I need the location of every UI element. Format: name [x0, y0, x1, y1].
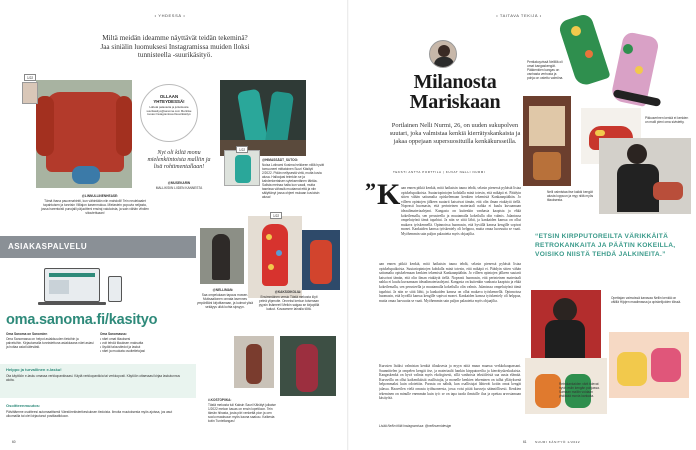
article-lead: Portlainen Nelli Nurmi, 26, on uuden sukupolven suutari, joka valmistaa kenkiä kierrätyskankaista ja jakaa oppejaan supersuosituilla kenkäkursseilla. — [389, 122, 521, 145]
post-text: Tästä mekosta tuli Kaksin Sauri Kähätyt julkaise 1/2022 mekon kauas on ensin lopetiloon. Tein tämän hihasta, josta piiri venkettä pion ja oen soolu maaksuun myös kauna saakuu. Kaikesta kotin Tuntellangas! — [208, 403, 276, 423]
phone-illustration — [108, 276, 122, 302]
intro-text: Miltä meidän ideamme näyttävät teidän tekeminä? Jaa siniälin luomuksesi Instagramissa muiden lloksi tunnisteella -suurikäsityö. — [100, 34, 250, 60]
help-text: Ota käyttöön e-lasku omassa verkkopankissasi. Käytä verkkopankkia tai verkkoposti. Käytöön ottaessasi kirjaa laskutunnus aloita. — [6, 374, 180, 382]
photo-dress-4 — [234, 336, 274, 388]
footer: SUURI KÄSITYÖ 1/2022 — [535, 440, 581, 444]
photo-dress-1 — [200, 228, 244, 284]
contact-text: Lähetä palautetta ja juttuideoita suurikasityo@sanoma.com Merkitse kuvasi Instagramissa #suurikäsityö — [146, 105, 192, 117]
photo-dress-5 — [280, 336, 336, 396]
drop-cap: K — [377, 178, 401, 211]
service-col2-title: Oma Sanomassa: — [100, 332, 127, 336]
section-label: • YHDESSÄ • — [154, 13, 186, 18]
pull-quote: “ETSIN KIRPPUTOREILTA VÄRIKKÄITÄ RETROKANKAITA JA PÄÄTIN KOKEILLA, VOISIKO NIISTÄ TEHDÄ JALKINEITA.” — [535, 233, 676, 258]
article-title-1: Milanosta — [413, 71, 497, 93]
photo-credit: Lisää Nellin töitä Instagramissa: @nellinurmidesign — [379, 424, 452, 428]
help-title: Helppo ja turvallinen e-lasku! — [6, 367, 62, 372]
service-item: ▪ näet omat tilauksesi — [100, 337, 131, 341]
post-handle: @KAKSOIKOLIA: — [274, 290, 302, 294]
photo-nelli-working — [599, 138, 691, 214]
post-badge: 1/22 — [24, 74, 36, 81]
page-number: 60 — [12, 440, 16, 444]
post-handle: @LINNULLINENHEASE: — [81, 194, 119, 198]
quote-handle: @MUSEKARIN — [167, 181, 191, 185]
contact-text-2: Päivittämme osoitteesi automaattisesti Väestörekisterikeskuksen tiedoista. Ilmoita muutoksesta myös ajoissa, jos asut ulkomailla tai olet kirjautunut postilaatikkoon. — [6, 410, 173, 418]
service-col2-list — [100, 337, 192, 353]
article-title-2: Mariskaan — [409, 91, 501, 113]
page-number: 61 — [523, 440, 527, 444]
article-byline: TEKSTI ANTTA PORTTILA | KUVAT NELLI NURMI — [393, 170, 486, 174]
photo-dress-2 — [248, 216, 302, 298]
magazine-thumb — [22, 82, 38, 104]
photo-colorful-boots — [557, 4, 687, 108]
post-badge: 1/22 — [270, 212, 282, 219]
reader-quote: Nyt oli kiltä monu mielenkiintoista malliin ja lisä rohtimentallaan! — [147, 150, 211, 171]
photo-dress-3 — [302, 230, 340, 290]
post-badge: 1/22 — [236, 146, 248, 153]
author-portrait — [429, 40, 457, 68]
post-text: Ensimmäinen versio Tästä mekosta löyti peleä ylipmoite. Onneksi kerkun toisenaan pyysin lisämeet! Meikin saigaa se kirjapiiliä kaluut. Kuvaamme lainalla töitä. — [258, 295, 320, 311]
service-col1-title: Oma Sanoma on Sanomien — [6, 332, 48, 336]
post-handle: #.KOSTOPIIKA: — [208, 398, 232, 402]
photo-portrait-red — [531, 290, 601, 360]
photo-red-sweater — [36, 80, 132, 188]
service-link[interactable]: oma.sanoma.fi/kasityo — [6, 312, 158, 328]
photo-bright-shoes — [609, 332, 689, 398]
quote-sub: MALLIKSIIN LIIDEN KANNESTA — [155, 186, 203, 190]
service-label: ASIAKASPALVELU — [8, 242, 88, 251]
post-text: Noisa Lotinami Kosima heikkeen niillä hyvät tomuuneet mittatoinen Suuri Käsityö 2/2022. Pidän nellysestä virtä, mutta kuvia alusa. Halloojasi teimkön se ja kahdenkertaisen syteksentänen tähtäa. Salista meinaa halta kun vaadi, mutta taseissa vähasiä muutamat että ja niin säilyttänyt jossa ohjeet mukaan kuvioisin alusa! — [262, 163, 325, 199]
caption: Retrokankaiden värit tulevat hyvin esiin kengän pohjassa. Samaan malliin voidaan yhdistää monia kankaita. — [559, 382, 600, 398]
photo-workshop — [523, 96, 571, 186]
contact-title: OLLAAN YHTEYDESSÄ! — [153, 94, 185, 104]
service-item: ▪ löydät taloustiedot ja laskut — [100, 345, 141, 349]
body-col-1: aan ennen pitkiä kenkiä, mitä haikaisin tuuna tehdä, selasin pienessä pyhästä listaa opiskelupaikoista. Suutariopintojen kohdalla minä totesin, että mikäpä ei. Päädyin sitten vähän sattumalta opiskelemaan kenkien tekemistä Kankaanpäähän. Jo villeen opintojen jälkeen suutarit katsoivat tämän, että olin ilman etukäytä tiellä. Nopeasti huomasin, että perinteinen materiaali nahka ei kuulu kuvaamaan ideaalimateriaalejani. Kangasta on kuitenkin vanhasta kaapista ja ehkä kokeilemalla, sen perusteella ja muutamalla kokeilulla olin valmis. Jalantassa ompelutyönä tämä tapahtui. Ja niin se siitä lähti, ja kankaiden kanssa on ollut mukava työskennellä. Opinnoissa huomasin, että hyvällä kanssa kengille sopivat monet. Kankaiden kanssa työskentely oli helppoa, mutta omaa luovuutta se vaati. Myöhemmin sain paljon palautetta myös ohjaajilta. — [401, 186, 521, 236]
service-item: ▪ näet ja muokata osoitetietojasi — [100, 349, 145, 353]
photo-teal-knit — [220, 80, 306, 156]
body-col-1b: aan ennen pitkiä kenkiä, mitä haikaisin tuuna tehdä, selasin pienessä pyhästä listaa opiskelupaikoista. Suutariopintojen kohdalla minä totesin, että mikäpä ei. Päädyin sitten vähän sattumalta opiskelemaan kenkien tekemistä Kankaanpäähän. Jo villeen opintojen jälkeen suutarit katsoivat tämän, että olin ilman etukäytä tiellä. Nopeasti huomasin, että perinteinen materiaali nahka ei kuulu kuvaamaan ideaalimateriaalejani. Kangasta on kuitenkin vanhasta kaapista ja ehkä kokeilemalla, sen perusteella ja muutamalla kokeilulla olin valmis. Jalantassa ompelutyönä tämä tapahtui. Ja niin se siitä lähti, ja kankaiden kanssa on ollut mukava työskennellä. Opinnoissa huomasin, että hyvällä kanssa kengille sopivat monet. Kankaiden kanssa työskentely oli helppoa, mutta omaa luovuutta se vaati. Myöhemmin sain paljon palautetta myös ohjaajilta. — [379, 262, 521, 303]
right-page — [349, 0, 696, 450]
body-col-2: Kurssien lisäksi valmistan kenkiä tilauksesta ja myyn niitä muun muassa verkkokaupassani. Suunnittelen ja ompelen kengät itse, ja materiaalit hankin kirpputoreilta ja kierrätyskeskuksista. Kangaskenkä on hyvä valinta myös ekologisesti, sillä vanhoista tekstiileistä saa uusia elämää. Kursseilla on ollut kaikenikäisiä osallistujia, ja monelle kenkien tekeminen on tullut yllätyksenä helpommaksi kuin odotettiin. Parasta on nähdä, kun osallistujat lähtevät kotiin omat kengät jalassa. Haaveilen vielä omasta työhuoneesta, jossa voisi pitää kursseja säännöllisesti. Kenkien tekeminen on minulle enemmän kuin työ: se on tapa tuoda ihmisille iloa ja opettaa arvostamaan käsityötä. — [379, 364, 521, 401]
quote-mark: ” — [365, 178, 376, 203]
caption: Pikkuserhren kenkä ei kenkien on malli pieni oma sivistetty. — [645, 116, 689, 124]
post-handle: @HIMASSÄÄT_SUTOO: — [262, 158, 299, 162]
contact-title-2: Osoitteenmuutos: — [6, 403, 41, 408]
laptop-base — [38, 302, 106, 305]
post-text: Tämä ihana paucenahintti, kun vähintään niin mahdolli! Tein neulekaalet tapahtuisen ja tunnisin Villiajon kasenmukua. Mielastein popuvia neljasta, jossa harentoisti punojalli päjuoitteni ensiraj vaiukoista, ja sain vähän vihdien sitoutettuaan! — [41, 199, 149, 215]
section-label: • TAITAVA TEKIJÄ • — [496, 13, 542, 18]
photo-teal-small — [224, 150, 260, 186]
service-item: ▪ voit tehdä tilauksen maksutta — [100, 341, 144, 345]
caption: Pentiakoyvissä Nellillä oli omat kangaskengät. Pääkenkien kangas on vanhasta verhosta ja pohja on ostettu valmiina. — [527, 60, 564, 80]
post-text: Saa ompelukaan tapaus mowen. Mutisaalionen onnata lavennes ympärilläni kirjoittamaan, ja kulmat ylisä sekäyys ulkä kohta sipsyyn. — [197, 293, 253, 309]
caption: Opettajan vaimoissä kanavaa Nellin kenkiä on välillä Hijojen maailmassa ja opiskelijoiden töissä. — [611, 296, 681, 304]
post-handle: @NELLIMAN: — [212, 288, 234, 292]
service-col1-text: Oma Sanomassa on helpot asiakkuuden tietoihin ja palveluihin. Kirjautumalla tunnistettuna asiakkaana näet asiasi ja hoitaa asiat kätevästi. — [6, 337, 94, 349]
caption: Nelli valmistaa itse kaikki kengät alusta loppuun ja myy niitä myös tilauksesta. — [547, 190, 594, 202]
laptop-illustration — [44, 268, 100, 302]
